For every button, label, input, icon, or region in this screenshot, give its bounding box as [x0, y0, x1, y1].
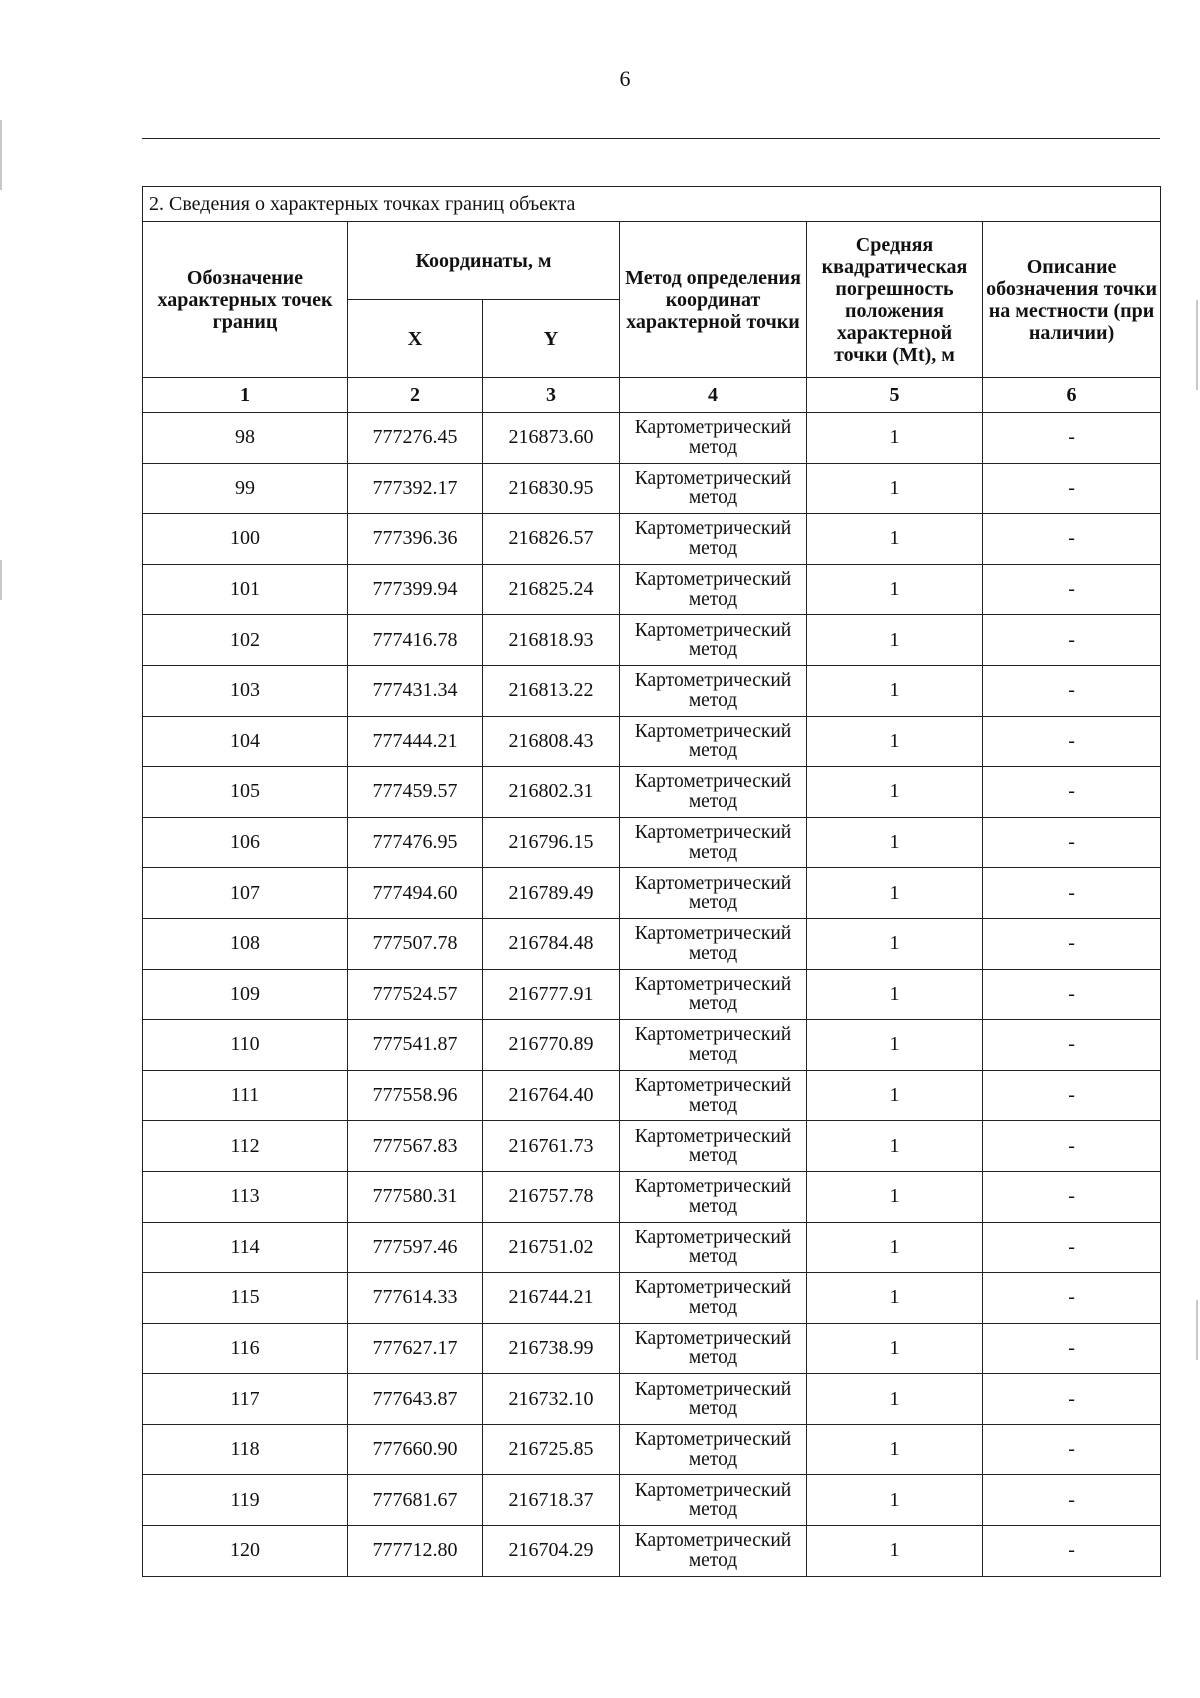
cell-y: 216796.15 [483, 817, 620, 868]
cell-y: 216818.93 [483, 615, 620, 666]
cell-error: 1 [807, 514, 983, 565]
table-row [143, 615, 1161, 666]
method-line: метод [688, 487, 738, 509]
method-line: метод [688, 1246, 738, 1268]
cell-x: 777614.33 [348, 1273, 483, 1324]
cell-point: 109 [143, 969, 348, 1020]
cell-error: 1 [807, 1070, 983, 1121]
cell-method [620, 1222, 807, 1273]
method-line: Картометрический [634, 1530, 792, 1552]
cell-method [620, 564, 807, 615]
cell-error: 1 [807, 716, 983, 767]
cell-method [620, 767, 807, 818]
cell-error: 1 [807, 868, 983, 919]
cell-x: 777558.96 [348, 1070, 483, 1121]
cell-method [620, 868, 807, 919]
cell-description: - [983, 413, 1161, 464]
cell-error: 1 [807, 1323, 983, 1374]
cell-error: 1 [807, 564, 983, 615]
method-line: Картометрический [634, 1125, 792, 1147]
table-caption: 2. Сведения о характерных точках границ объекта [143, 187, 1161, 222]
cell-y: 216751.02 [483, 1222, 620, 1273]
cell-method [620, 514, 807, 565]
cell-method [620, 817, 807, 868]
cell-error: 1 [807, 413, 983, 464]
cell-point: 99 [143, 463, 348, 514]
cell-point: 106 [143, 817, 348, 868]
cell-description: - [983, 716, 1161, 767]
cell-description: - [983, 1070, 1161, 1121]
cell-error: 1 [807, 463, 983, 514]
method-line: метод [688, 1043, 738, 1065]
method-line: метод [688, 740, 738, 762]
cell-x: 777580.31 [348, 1171, 483, 1222]
cell-x: 777712.80 [348, 1526, 483, 1577]
boundary-points-table [142, 186, 1161, 1577]
method-line: Картометрический [634, 1226, 792, 1248]
method-line: метод [688, 588, 738, 610]
cell-point: 120 [143, 1526, 348, 1577]
caption-row [143, 187, 1161, 222]
cell-x: 777524.57 [348, 969, 483, 1020]
cell-description: - [983, 868, 1161, 919]
method-line: Картометрический [634, 417, 792, 439]
cell-description: - [983, 918, 1161, 969]
method-line: метод [688, 1347, 738, 1369]
column-number: 3 [483, 378, 620, 413]
cell-point: 119 [143, 1475, 348, 1526]
cell-description: - [983, 817, 1161, 868]
method-line: Картометрический [634, 1277, 792, 1299]
method-line: метод [688, 639, 738, 661]
cell-description: - [983, 1273, 1161, 1324]
header-point: Обозначение характерных точек границ [143, 222, 348, 378]
cell-point: 112 [143, 1121, 348, 1172]
cell-y: 216789.49 [483, 868, 620, 919]
column-number-row [143, 378, 1161, 413]
scan-edge-mark [0, 560, 2, 600]
cell-x: 777643.87 [348, 1374, 483, 1425]
method-line: Картометрический [634, 1429, 792, 1451]
cell-description: - [983, 1475, 1161, 1526]
cell-method [620, 1374, 807, 1425]
method-line: Картометрический [634, 973, 792, 995]
table-row [143, 817, 1161, 868]
method-line: Картометрический [634, 518, 792, 540]
cell-point: 110 [143, 1020, 348, 1071]
table-row [143, 514, 1161, 565]
cell-method [620, 665, 807, 716]
cell-point: 114 [143, 1222, 348, 1273]
cell-description: - [983, 463, 1161, 514]
method-line: Картометрический [634, 1479, 792, 1501]
method-line: Картометрический [634, 1075, 792, 1097]
cell-point: 115 [143, 1273, 348, 1324]
method-line: Картометрический [634, 872, 792, 894]
method-line: метод [688, 1398, 738, 1420]
method-line: метод [688, 1094, 738, 1116]
cell-point: 104 [143, 716, 348, 767]
cell-description: - [983, 1323, 1161, 1374]
cell-y: 216764.40 [483, 1070, 620, 1121]
cell-description: - [983, 1424, 1161, 1475]
cell-description: - [983, 665, 1161, 716]
cell-error: 1 [807, 665, 983, 716]
method-line: метод [688, 537, 738, 559]
method-line: Картометрический [634, 923, 792, 945]
cell-description: - [983, 514, 1161, 565]
cell-y: 216770.89 [483, 1020, 620, 1071]
header-method: Метод определения координат характерной точки [620, 222, 807, 378]
method-line: Картометрический [634, 1378, 792, 1400]
cell-x: 777459.57 [348, 767, 483, 818]
method-line: Картометрический [634, 822, 792, 844]
cell-error: 1 [807, 767, 983, 818]
cell-y: 216784.48 [483, 918, 620, 969]
cell-y: 216808.43 [483, 716, 620, 767]
cell-description: - [983, 1526, 1161, 1577]
cell-description: - [983, 767, 1161, 818]
method-line: метод [688, 892, 738, 914]
cell-y: 216725.85 [483, 1424, 620, 1475]
table-row [143, 1171, 1161, 1222]
header-error: Средняя квадратическая погрешность положения характерной точки (Mt), м [807, 222, 983, 378]
cell-x: 777276.45 [348, 413, 483, 464]
column-number: 5 [807, 378, 983, 413]
table-row [143, 868, 1161, 919]
table-row [143, 716, 1161, 767]
cell-error: 1 [807, 1020, 983, 1071]
cell-description: - [983, 615, 1161, 666]
cell-x: 777396.36 [348, 514, 483, 565]
cell-point: 117 [143, 1374, 348, 1425]
cell-y: 216744.21 [483, 1273, 620, 1324]
cell-x: 777660.90 [348, 1424, 483, 1475]
cell-error: 1 [807, 1171, 983, 1222]
cell-description: - [983, 1020, 1161, 1071]
cell-method [620, 716, 807, 767]
cell-point: 107 [143, 868, 348, 919]
cell-y: 216777.91 [483, 969, 620, 1020]
cell-method [620, 1424, 807, 1475]
cell-method [620, 463, 807, 514]
scan-edge-mark [0, 120, 2, 190]
method-line: метод [688, 1296, 738, 1318]
cell-y: 216761.73 [483, 1121, 620, 1172]
cell-error: 1 [807, 1526, 983, 1577]
cell-x: 777494.60 [348, 868, 483, 919]
table-row [143, 1020, 1161, 1071]
method-line: метод [688, 790, 738, 812]
cell-method [620, 1121, 807, 1172]
table-row [143, 413, 1161, 464]
cell-error: 1 [807, 1424, 983, 1475]
method-line: метод [688, 1145, 738, 1167]
table-row [143, 463, 1161, 514]
cell-y: 216873.60 [483, 413, 620, 464]
cell-method [620, 1475, 807, 1526]
cell-description: - [983, 1222, 1161, 1273]
method-line: Картометрический [634, 670, 792, 692]
scan-edge-mark [1196, 1300, 1198, 1360]
table-row [143, 564, 1161, 615]
column-number: 4 [620, 378, 807, 413]
cell-error: 1 [807, 1222, 983, 1273]
cell-error: 1 [807, 1374, 983, 1425]
cell-error: 1 [807, 969, 983, 1020]
cell-point: 101 [143, 564, 348, 615]
cell-x: 777681.67 [348, 1475, 483, 1526]
scan-edge-mark [1196, 300, 1198, 390]
column-number: 2 [348, 378, 483, 413]
cell-x: 777627.17 [348, 1323, 483, 1374]
table-row [143, 1424, 1161, 1475]
cell-x: 777597.46 [348, 1222, 483, 1273]
table-row [143, 1273, 1161, 1324]
cell-point: 102 [143, 615, 348, 666]
table-row [143, 1526, 1161, 1577]
cell-method [620, 1273, 807, 1324]
cell-point: 100 [143, 514, 348, 565]
cell-description: - [983, 1374, 1161, 1425]
cell-y: 216802.31 [483, 767, 620, 818]
method-line: Картометрический [634, 1176, 792, 1198]
method-line: метод [688, 993, 738, 1015]
cell-error: 1 [807, 1273, 983, 1324]
page-number: 6 [619, 66, 631, 91]
table-row [143, 918, 1161, 969]
cell-error: 1 [807, 1475, 983, 1526]
cell-method [620, 918, 807, 969]
cell-point: 105 [143, 767, 348, 818]
cell-y: 216813.22 [483, 665, 620, 716]
method-line: Картометрический [634, 1327, 792, 1349]
cell-y: 216704.29 [483, 1526, 620, 1577]
cell-method [620, 413, 807, 464]
cell-description: - [983, 969, 1161, 1020]
cell-y: 216826.57 [483, 514, 620, 565]
cell-point: 111 [143, 1070, 348, 1121]
cell-error: 1 [807, 1121, 983, 1172]
cell-description: - [983, 1171, 1161, 1222]
cell-description: - [983, 564, 1161, 615]
cell-point: 103 [143, 665, 348, 716]
method-line: Картометрический [634, 569, 792, 591]
cell-point: 113 [143, 1171, 348, 1222]
header-y: Y [483, 300, 620, 378]
table-row [143, 1475, 1161, 1526]
cell-point: 98 [143, 413, 348, 464]
cell-x: 777416.78 [348, 615, 483, 666]
header-description: Описание обозначения точки на местности (при наличии) [983, 222, 1161, 378]
table-row [143, 1323, 1161, 1374]
method-line: метод [688, 1499, 738, 1521]
cell-method [620, 1323, 807, 1374]
cell-y: 216718.37 [483, 1475, 620, 1526]
method-line: метод [688, 942, 738, 964]
method-line: Картометрический [634, 467, 792, 489]
cell-point: 116 [143, 1323, 348, 1374]
method-line: Картометрический [634, 619, 792, 641]
method-line: метод [688, 1448, 738, 1470]
header-row-top [143, 222, 1161, 300]
cell-y: 216732.10 [483, 1374, 620, 1425]
cell-x: 777507.78 [348, 918, 483, 969]
cell-x: 777431.34 [348, 665, 483, 716]
cell-method [620, 615, 807, 666]
method-line: метод [688, 689, 738, 711]
method-line: Картометрический [634, 1024, 792, 1046]
table-row [143, 1121, 1161, 1172]
table-row [143, 1070, 1161, 1121]
method-line: метод [688, 1549, 738, 1571]
cell-x: 777399.94 [348, 564, 483, 615]
table-row [143, 1374, 1161, 1425]
method-line: метод [688, 841, 738, 863]
column-number: 6 [983, 378, 1161, 413]
cell-x: 777392.17 [348, 463, 483, 514]
cell-method [620, 1020, 807, 1071]
cell-x: 777476.95 [348, 817, 483, 868]
cell-y: 216825.24 [483, 564, 620, 615]
header-rule [142, 138, 1160, 139]
cell-x: 777567.83 [348, 1121, 483, 1172]
method-line: метод [688, 1195, 738, 1217]
method-line: Картометрический [634, 720, 792, 742]
cell-point: 108 [143, 918, 348, 969]
cell-x: 777444.21 [348, 716, 483, 767]
table-row [143, 969, 1161, 1020]
table-row [143, 1222, 1161, 1273]
cell-method [620, 1171, 807, 1222]
header-x: X [348, 300, 483, 378]
cell-method [620, 1070, 807, 1121]
cell-point: 118 [143, 1424, 348, 1475]
cell-error: 1 [807, 817, 983, 868]
cell-error: 1 [807, 615, 983, 666]
header-coords: Координаты, м [348, 222, 620, 300]
cell-y: 216830.95 [483, 463, 620, 514]
cell-y: 216757.78 [483, 1171, 620, 1222]
column-number: 1 [143, 378, 348, 413]
cell-error: 1 [807, 918, 983, 969]
cell-description: - [983, 1121, 1161, 1172]
cell-method [620, 1526, 807, 1577]
table-row [143, 665, 1161, 716]
cell-y: 216738.99 [483, 1323, 620, 1374]
cell-x: 777541.87 [348, 1020, 483, 1071]
cell-method [620, 969, 807, 1020]
method-line: метод [688, 436, 738, 458]
table-row [143, 767, 1161, 818]
method-line: Картометрический [634, 771, 792, 793]
